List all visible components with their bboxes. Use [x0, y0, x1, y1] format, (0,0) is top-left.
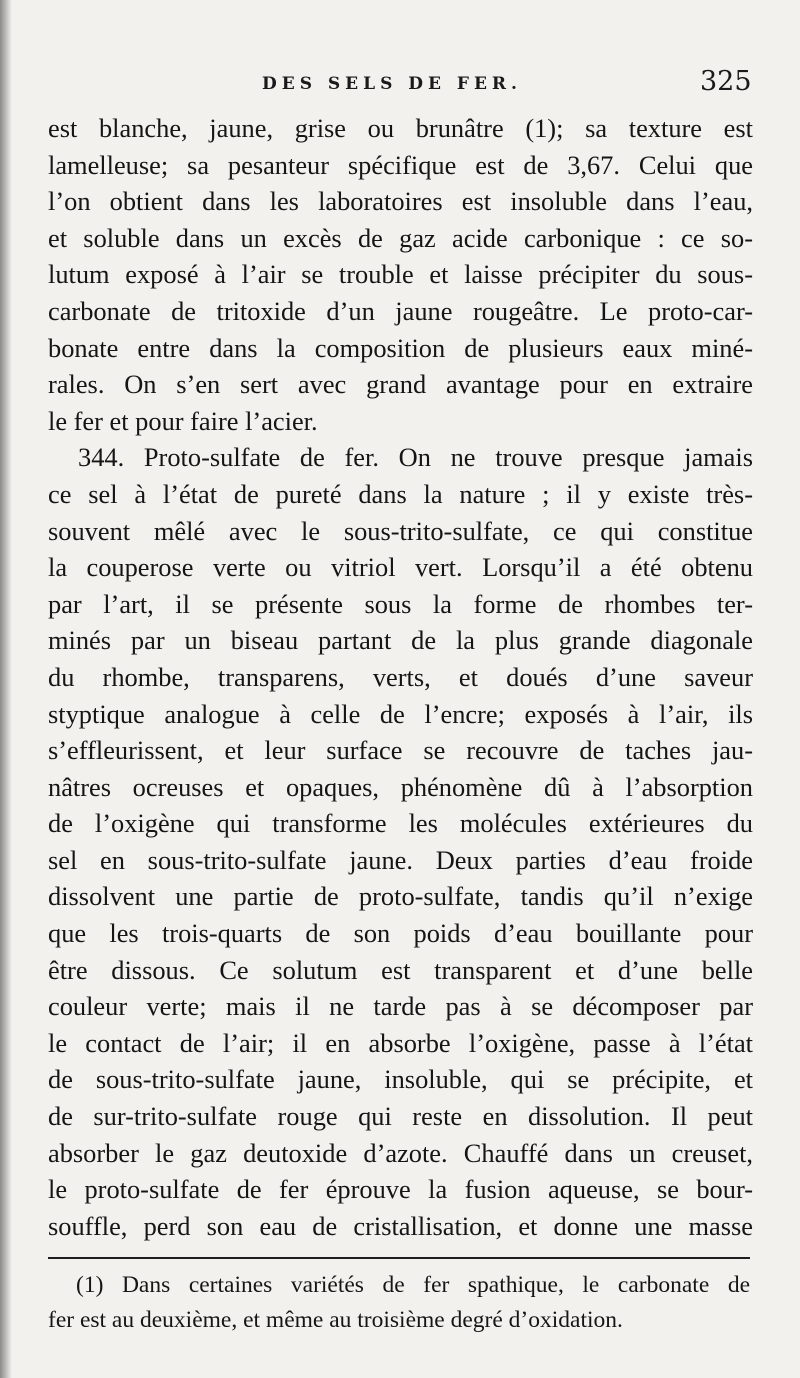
text-line: de sous-trito-sulfate jaune, insoluble, qui se précipite, et: [48, 1064, 753, 1095]
text-line: dissolvent une partie de proto-sulfate, tandis qu’il n’exige: [48, 881, 753, 912]
text-line: sel en sous-trito-sulfate jaune. Deux parties d’eau froide: [48, 844, 753, 875]
text-line: que les trois-quarts de son poids d’eau bouillante pour: [48, 918, 753, 949]
text-line: nâtres ocreuses et opaques, phénomène dû à l’absorption: [48, 771, 753, 802]
footnote-rule: [48, 1257, 750, 1259]
text-line: souvent mêlé avec le sous-trito-sulfate, ce qui constitue: [48, 515, 753, 546]
text-line: bonate entre dans la composition de plusieurs eaux miné-: [48, 332, 753, 363]
text-line: lamelleuse; sa pesanteur spécifique est de 3,67. Celui que: [48, 149, 753, 180]
text-line: du rhombe, transparens, verts, et doués d’une saveur: [48, 661, 753, 692]
text-line: de l’oxigène qui transforme les molécules extérieures du: [48, 808, 753, 839]
text-line: est blanche, jaune, grise ou brunâtre (1); sa texture est: [48, 113, 753, 143]
text-line: l’on obtient dans les laboratoires est insoluble dans l’eau,: [48, 186, 753, 217]
page-gutter-shadow: [0, 0, 12, 1378]
text-line: la couperose verte ou vitriol vert. Lorsqu’il a été obtenu: [48, 552, 753, 583]
text-line: le proto-sulfate de fer éprouve la fusion aqueuse, se bour-: [48, 1174, 753, 1205]
text-line: s’effleurissent, et leur surface se recouvre de taches jau-: [48, 735, 753, 766]
body-text: [48, 110, 753, 1244]
text-line: absorber le gaz deutoxide d’azote. Chauffé dans un creuset,: [48, 1137, 753, 1168]
text-line: par l’art, il se présente sous la forme de rhombes ter-: [48, 588, 753, 619]
footnote-line: fer est au deuxième, et même au troisième degré d’oxidation.: [48, 1307, 623, 1333]
footnote-line: (1) Dans certaines variétés de fer spathique, le carbonate de: [76, 1272, 750, 1298]
page-number: 325: [700, 66, 752, 97]
text-line: carbonate de tritoxide d’un jaune rougeâtre. Le proto-car-: [48, 295, 753, 326]
text-line: souffle, perd son eau de cristallisation, et donne une masse: [48, 1210, 753, 1241]
section-heading-line: 344. Proto-sulfate de fer. On ne trouve presque jamais: [78, 442, 753, 473]
text-line: ce sel à l’état de pureté dans la nature ; il y existe très-: [48, 478, 753, 509]
running-head: DES SELS DE FER.: [262, 74, 522, 94]
text-line: styptique analogue à celle de l’encre; exposés à l’air, ils: [48, 698, 753, 729]
footnote: [48, 1268, 750, 1338]
text-line: et soluble dans un excès de gaz acide carbonique : ce so-: [48, 222, 753, 253]
text-line: minés par un biseau partant de la plus grande diagonale: [48, 625, 753, 656]
text-line: être dissous. Ce solutum est transparent et d’une belle: [48, 954, 753, 985]
text-line: le contact de l’air; il en absorbe l’oxigène, passe à l’état: [48, 1027, 753, 1058]
text-line: lutum exposé à l’air se trouble et laisse précipiter du sous-: [48, 259, 753, 290]
text-line: couleur verte; mais il ne tarde pas à se décomposer par: [48, 991, 753, 1022]
text-line: le fer et pour faire l’acier.: [48, 405, 318, 436]
text-line: de sur-trito-sulfate rouge qui reste en dissolution. Il peut: [48, 1101, 753, 1132]
page-header: [0, 64, 800, 112]
text-line: rales. On s’en sert avec grand avantage pour en extraire: [48, 369, 753, 400]
